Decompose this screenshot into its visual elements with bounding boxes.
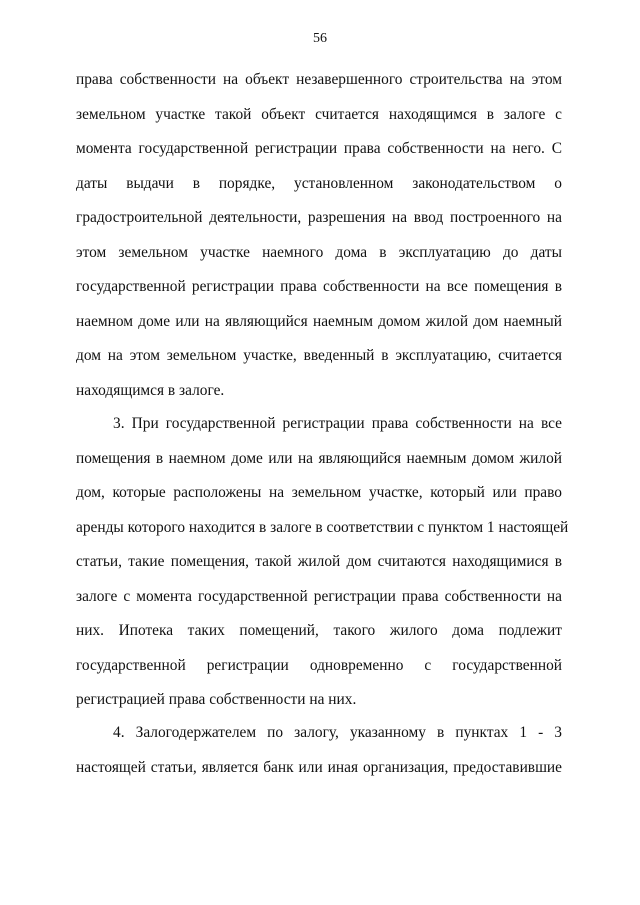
text-line: даты выдачи в порядке, установленном законодательством о: [76, 174, 562, 192]
text-line: них. Ипотека таких помещений, такого жилого дома подлежит: [76, 622, 562, 639]
paragraph-1: [76, 69, 562, 414]
text-line: дом, которые расположены на земельном участке, который или право: [76, 484, 562, 501]
page-number: 56: [313, 31, 327, 46]
text-line: земельном участке такой объект считается находящимся в залоге с: [76, 105, 562, 123]
text-line: дом на этом земельном участке, введенный в эксплуатацию, считается: [76, 347, 562, 364]
paragraph-item-4: [76, 722, 562, 791]
text-line: находящимся в залоге.: [76, 381, 225, 399]
text-line: помещения в наемном доме или на являющийся наемным домом жилой: [76, 449, 562, 467]
text-line: аренды которого находится в залоге в соответствии с пунктом 1 настоящей: [76, 518, 569, 536]
text-line: наемном доме или на являющийся наемным домом жилой дом наемный: [76, 312, 562, 330]
text-line: государственной регистрации одновременно с государственной: [76, 656, 562, 674]
paragraph-item-3: [76, 413, 569, 724]
text-line: этом земельном участке наемного дома в эксплуатацию до даты: [76, 243, 562, 261]
text-line: права собственности на объект незавершенного строительства на этом: [76, 71, 562, 88]
text-line: залоге с момента государственной регистрации права собственности на: [76, 587, 562, 605]
text-line: 4. Залогодержателем по залогу, указанному в пунктах 1 - 3: [113, 724, 562, 741]
text-line: государственной регистрации права собственности на все помещения в: [76, 278, 562, 295]
text-line: статьи, такие помещения, такой жилой дом считаются находящимися в: [76, 553, 562, 570]
text-line: настоящей статьи, является банк или иная организация, предоставившие: [76, 758, 562, 776]
text-line: регистрацией права собственности на них.: [76, 691, 357, 708]
text-line: 3. При государственной регистрации права собственности на все: [113, 415, 562, 432]
text-line: момента государственной регистрации права собственности на него. С: [76, 140, 562, 157]
text-line: градостроительной деятельности, разрешения на ввод построенного на: [76, 209, 562, 226]
